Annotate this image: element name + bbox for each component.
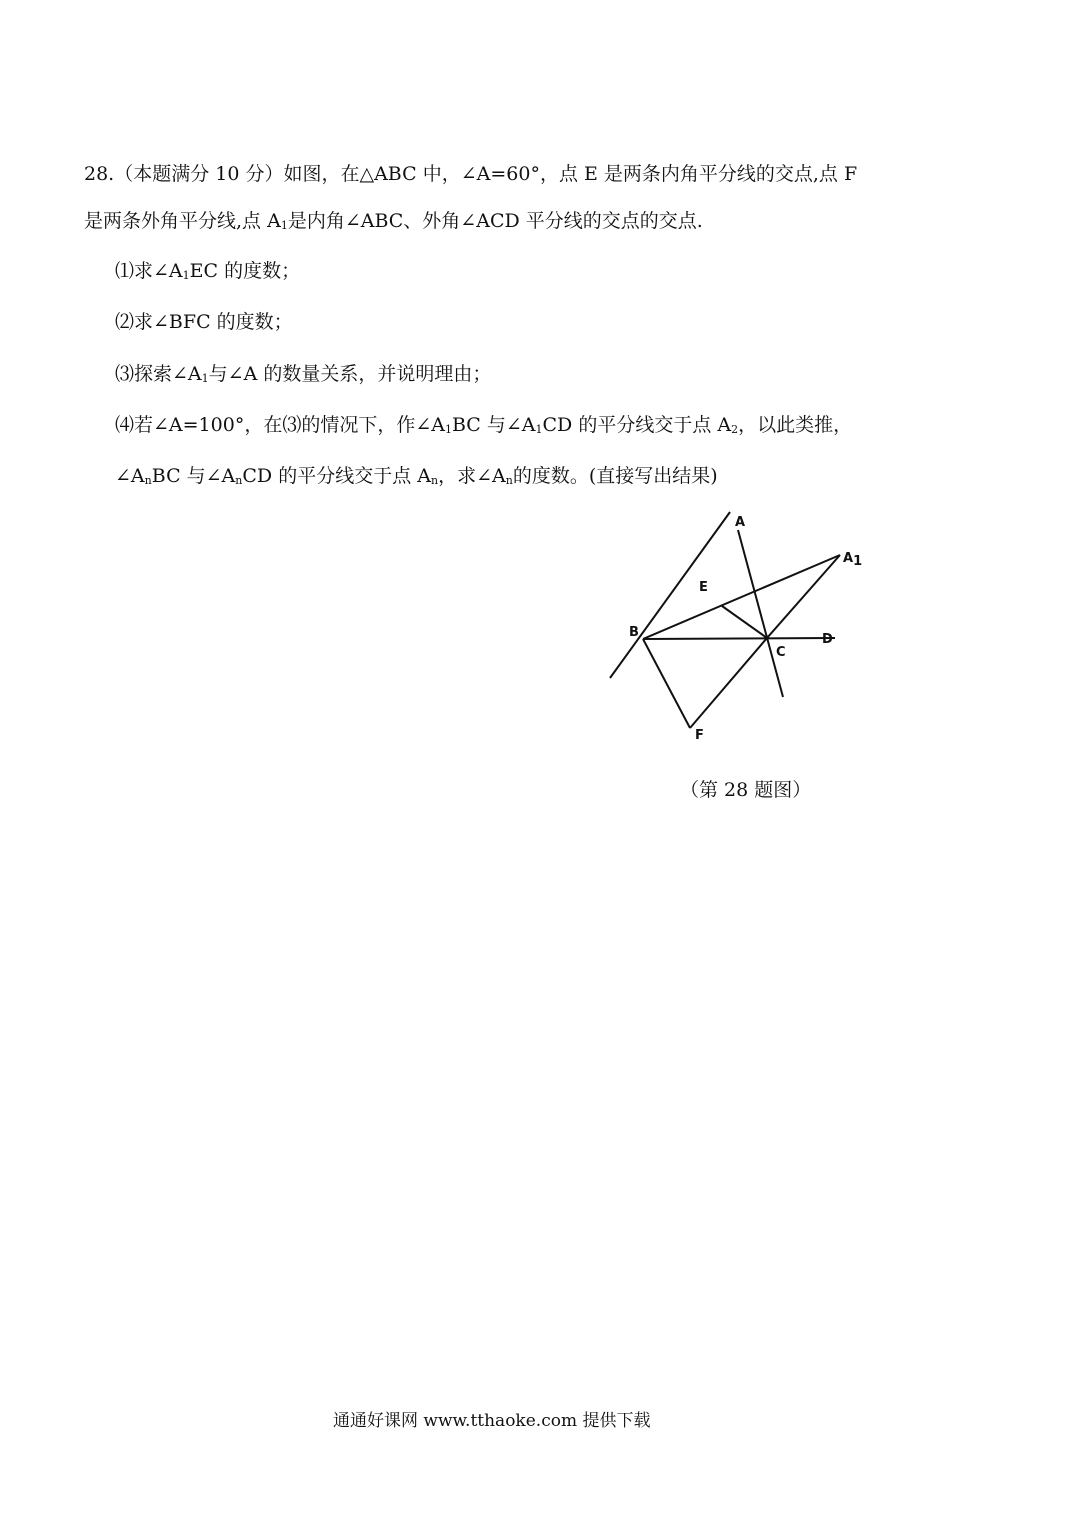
question-intro-a: （本题满分 10 分）如图，在△ABC 中，∠A=60°，点 E 是两条内角平分线的交点,点 F (114, 163, 858, 185)
question-number: 28. (84, 163, 115, 185)
footer-source: 通通好课网 www.tthaoke.com 提供下载 (333, 1411, 651, 1431)
figure-caption: （第 28 题图） (680, 779, 812, 801)
line-ba-extended (610, 512, 730, 678)
line-b-a1 (643, 555, 840, 639)
geometry-figure (600, 505, 890, 755)
line-c-a1 (767, 555, 840, 638)
label-b: B (629, 625, 639, 640)
label-c: C (776, 645, 786, 660)
line-bf (643, 639, 690, 728)
line-ac-extended (738, 530, 783, 697)
part-3: ⑶探索$\angle A_1$与∠A 的数量关系，并说明理由； (115, 363, 492, 385)
question-intro-b: 是两条外角平分线,点 $A_1$是内角∠ABC、外角∠ACD 平分线的交点的交点. (84, 210, 703, 232)
label-e: E (699, 580, 708, 595)
part-4-continued: $\angle A_nBC$ 与$\angle A_nCD$ 的平分线交于点 $A_n$，求$\angle A_n$的度数。(直接写出结果) (115, 465, 718, 487)
label-d: D (822, 632, 833, 647)
line-bd (643, 638, 835, 639)
part-2: ⑵求∠BFC 的度数； (115, 311, 293, 333)
label-f: F (695, 728, 704, 743)
label-a: A (735, 515, 746, 530)
part-1: ⑴求$\angle A_1EC$ 的度数； (115, 260, 301, 282)
label-a1: A1 (843, 551, 863, 569)
line-fc (690, 638, 767, 728)
question-header (84, 162, 857, 186)
part-4: ⑷若∠A=100°，在⑶的情况下，作$\angle A_1BC$ 与$\angle A_1CD$ 的平分线交于点 $A_2$，以此类推， (115, 414, 853, 436)
